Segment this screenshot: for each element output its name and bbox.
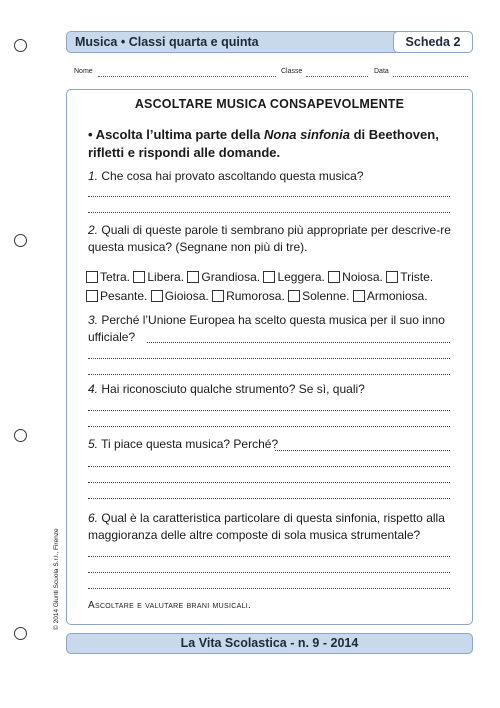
option-triste[interactable]: Triste. — [386, 268, 433, 287]
question-text: Che cosa hai provato ascoltando questa musica? — [101, 169, 364, 183]
option-leggera[interactable]: Leggera. — [263, 268, 324, 287]
answer-line[interactable] — [88, 426, 450, 427]
binder-hole — [14, 39, 27, 52]
answer-line[interactable] — [88, 374, 450, 375]
question-text: Perché l’Unione Europea ha scelto questa musica per il suo inno ufficiale? — [88, 313, 445, 344]
header-bar — [66, 31, 473, 53]
checkbox[interactable] — [386, 271, 398, 283]
answer-line[interactable] — [88, 588, 450, 589]
option-noiosa[interactable]: Noiosa. — [328, 268, 383, 287]
student-info-row — [66, 68, 473, 80]
checkbox[interactable] — [151, 290, 163, 302]
class-field[interactable] — [306, 76, 368, 77]
question-text: Quali di queste parole ti sembrano più appropriate per descrive-re questa musica? (Segnane non più di tre). — [88, 223, 451, 254]
option-gioiosa[interactable]: Gioiosa. — [151, 287, 209, 306]
option-solenne[interactable]: Solenne. — [288, 287, 349, 306]
answer-line[interactable] — [88, 482, 450, 483]
checkbox[interactable] — [353, 290, 365, 302]
question-number: 1. — [88, 169, 99, 183]
answer-line[interactable] — [88, 572, 450, 573]
checkbox[interactable] — [133, 271, 145, 283]
intro-text: • Ascolta l’ultima parte della — [88, 127, 265, 142]
question-2 — [88, 222, 458, 256]
answer-line[interactable] — [88, 498, 450, 499]
binder-hole — [14, 429, 27, 442]
answer-line[interactable] — [88, 196, 450, 197]
question-number: 6. — [88, 511, 99, 525]
question-text: Ti piace questa musica? Perché? — [101, 437, 279, 451]
answer-line[interactable] — [88, 556, 450, 557]
class-label: Classe — [281, 68, 303, 75]
option-libera[interactable]: Libera. — [133, 268, 184, 287]
question-4 — [88, 381, 458, 398]
option-pesante[interactable]: Pesante. — [86, 287, 147, 306]
options-row-1 — [86, 268, 461, 287]
copyright-notice: © 2014 Giunti Scuola S.r.l., Firenze — [53, 528, 60, 630]
question-number: 3. — [88, 313, 99, 327]
binder-hole — [14, 234, 27, 247]
option-grandiosa[interactable]: Grandiosa. — [187, 268, 260, 287]
name-label: Nome — [74, 68, 93, 75]
question-3 — [88, 312, 458, 346]
question-text: Hai riconosciuto qualche strumento? Se sì, quali? — [101, 382, 365, 396]
name-field[interactable] — [98, 76, 276, 77]
worksheet-title: ASCOLTARE MUSICA CONSAPEVOLMENTE — [134, 97, 405, 111]
question-number: 5. — [88, 437, 99, 451]
option-armoniosa[interactable]: Armoniosa. — [353, 287, 428, 306]
option-tetra[interactable]: Tetra. — [86, 268, 130, 287]
question-number: 2. — [88, 223, 99, 237]
intro-text-end: di Beethoven, rifletti e rispondi alle domande. — [88, 127, 439, 160]
answer-line[interactable] — [88, 410, 450, 411]
question-number: 4. — [88, 382, 99, 396]
question-text: Qual è la caratteristica particolare di questa sinfonia, rispetto alla maggioranza delle altre composte di sola musica strumentale? — [88, 511, 445, 542]
answer-line[interactable] — [88, 358, 450, 359]
checkbox[interactable] — [328, 271, 340, 283]
instructions — [88, 126, 458, 162]
answer-line[interactable] — [88, 466, 450, 467]
intro-work-title: Nona sinfonia — [264, 127, 350, 142]
checkbox[interactable] — [263, 271, 275, 283]
date-field[interactable] — [393, 76, 468, 77]
options-row-2 — [86, 287, 461, 306]
checkbox[interactable] — [212, 290, 224, 302]
learning-objective: Ascoltare e valutare brani musicali. — [88, 600, 252, 611]
date-label: Data — [374, 68, 389, 75]
answer-line[interactable] — [275, 450, 450, 451]
question-1 — [88, 168, 458, 185]
question-6 — [88, 510, 458, 544]
checkbox[interactable] — [86, 290, 98, 302]
binder-hole — [14, 627, 27, 640]
answer-line[interactable] — [88, 212, 450, 213]
answer-line[interactable] — [147, 342, 450, 343]
option-rumorosa[interactable]: Rumorosa. — [212, 287, 285, 306]
checkbox[interactable] — [86, 271, 98, 283]
publication-footer: La Vita Scolastica - n. 9 - 2014 — [66, 633, 473, 654]
worksheet-panel — [66, 89, 473, 625]
sheet-number-badge: Scheda 2 — [393, 31, 473, 53]
checkbox[interactable] — [288, 290, 300, 302]
header-title: Musica • Classi quarta e quinta — [75, 35, 259, 49]
checkbox[interactable] — [187, 271, 199, 283]
